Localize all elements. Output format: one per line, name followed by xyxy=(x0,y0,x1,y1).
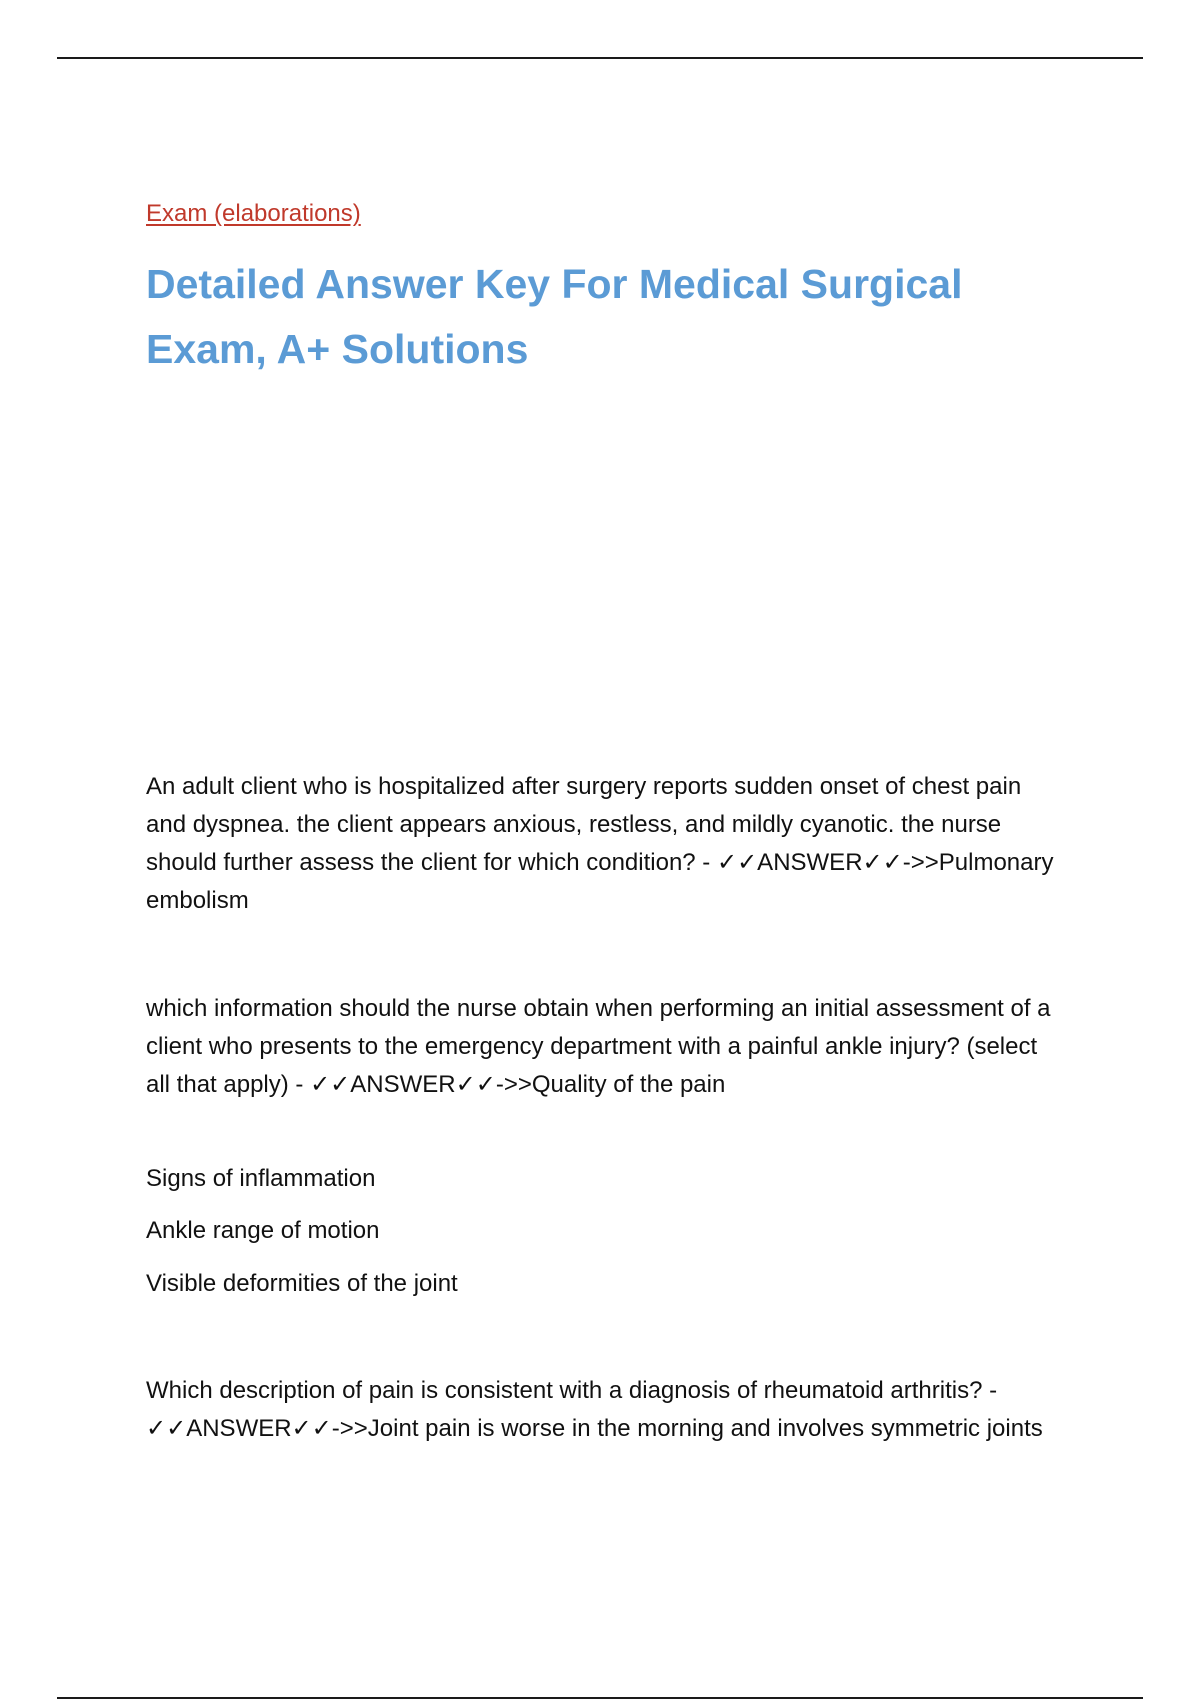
document-title: Detailed Answer Key For Medical Surgical Exam, A+ Solutions xyxy=(146,261,963,372)
question-answer-2: which information should the nurse obtain when performing an initial assessment of a client who presents to the emergency department with a painful ankle injury? (select all that apply) - ✓✓ANSWER✓✓->>Quality of the pain xyxy=(146,995,1051,1098)
question-answer-3: Which description of pain is consistent with a diagnosis of rheumatoid arthritis? - ✓✓ANSWER✓✓->>Joint pain is worse in the morning and involves symmetric joints xyxy=(146,1377,1043,1442)
category-link[interactable]: Exam (elaborations) xyxy=(146,200,361,227)
top-rule xyxy=(57,57,1143,59)
additional-answer-1: Signs of inflammation xyxy=(146,1165,376,1192)
question-answer-1: An adult client who is hospitalized after surgery reports sudden onset of chest pain and dyspnea. the client appears anxious, restless, and mildly cyanotic. the nurse should further assess the client for which condition? - ✓✓ANSWER✓✓->>Pulmonary embolism xyxy=(146,773,1054,914)
additional-answer-3: Visible deformities of the joint xyxy=(146,1270,458,1297)
bottom-rule xyxy=(57,1697,1143,1699)
additional-answer-2: Ankle range of motion xyxy=(146,1217,380,1244)
